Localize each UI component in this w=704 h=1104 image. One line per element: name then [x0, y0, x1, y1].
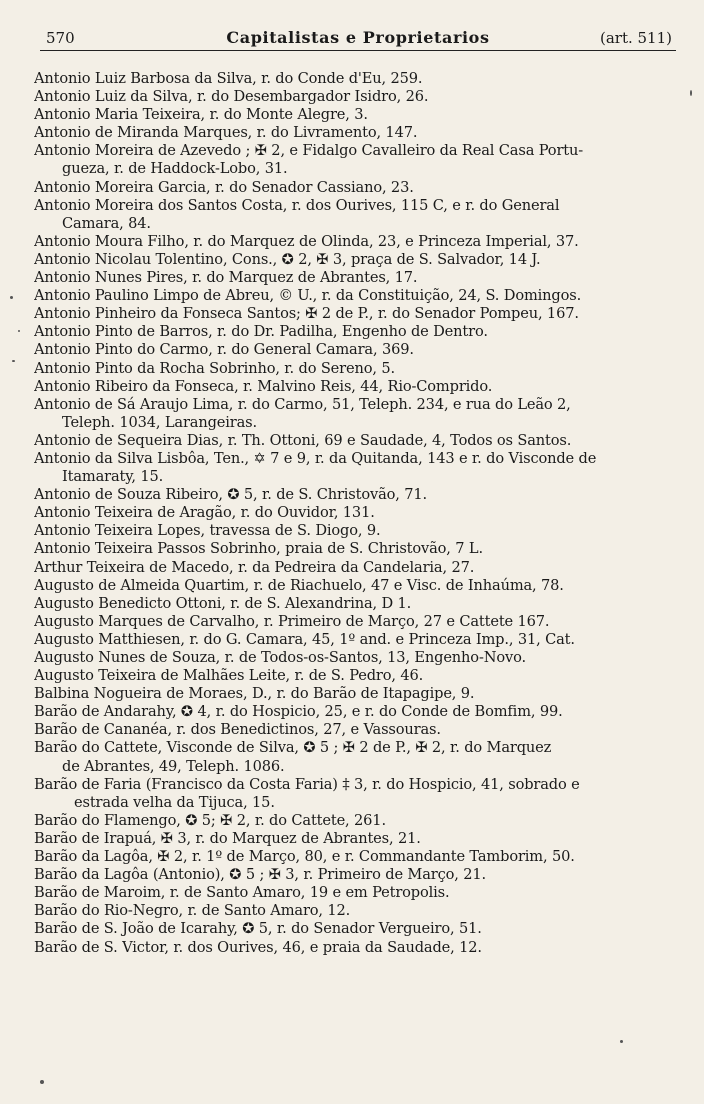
- directory-entry: Antonio Teixeira Lopes, travessa de S. Diogo, 9.: [34, 522, 381, 540]
- directory-entry: Augusto Benedicto Ottoni, r. de S. Alexandrina, D 1.: [34, 594, 412, 612]
- directory-entry: Antonio Pinto da Rocha Sobrinho, r. do Sereno, 5.: [34, 359, 395, 377]
- directory-entry: Antonio Moreira dos Santos Costa, r. dos Ourives, 115 C, e r. do General: [34, 196, 560, 214]
- directory-entry: Augusto de Almeida Quartim, r. de Riachuelo, 47 e Visc. de Inhaúma, 78.: [34, 576, 564, 594]
- directory-list: [34, 70, 668, 957]
- entry-continuation-line: Teleph. 1034, Larangeiras.: [62, 413, 257, 431]
- entry-continuation-line: Camara, 84.: [62, 214, 151, 232]
- directory-entry: Antonio de Sá Araujo Lima, r. do Carmo, 51, Teleph. 234, e rua do Leão 2,: [34, 395, 571, 413]
- directory-entry: Barão de Irapuá, ✠ 3, r. do Marquez de Abrantes, 21.: [34, 829, 421, 847]
- directory-entry: Antonio Nicolau Tolentino, Cons., ✪ 2, ✠ 3, praça de S. Salvador, 14 J.: [34, 250, 541, 268]
- directory-entry: Barão de Faria (Francisco da Costa Faria) ‡ 3, r. do Hospicio, 41, sobrado e: [34, 775, 580, 793]
- directory-entry: Antonio Nunes Pires, r. do Marquez de Abrantes, 17.: [34, 269, 418, 287]
- directory-entry: Barão da Lagôa, ✠ 2, r. 1º de Março, 80, e r. Commandante Tamborim, 50.: [34, 848, 575, 866]
- section-reference: (art. 511): [599, 29, 672, 47]
- directory-entry: Augusto Matthiesen, r. do G. Camara, 45, 1º and. e Princeza Imp., 31, Cat.: [34, 630, 575, 648]
- directory-entry: Antonio Paulino Limpo de Abreu, © U., r. da Constituição, 24, S. Domingos.: [34, 287, 582, 305]
- directory-entry: Antonio de Miranda Marques, r. do Livramento, 147.: [34, 124, 418, 142]
- print-speck: [40, 1080, 44, 1084]
- directory-entry: Antonio Pinheiro da Fonseca Santos; ✠ 2 de P., r. do Senador Pompeu, 167.: [34, 305, 579, 323]
- directory-entry: Barão de S. João de Icarahy, ✪ 5, r. do Senador Vergueiro, 51.: [34, 920, 482, 938]
- directory-entry: Arthur Teixeira de Macedo, r. da Pedreira da Candelaria, 27.: [34, 558, 475, 576]
- directory-entry: Augusto Nunes de Souza, r. de Todos-os-Santos, 13, Engenho-Novo.: [34, 649, 526, 666]
- directory-entry: Antonio de Sequeira Dias, r. Th. Ottoni, 69 e Saudade, 4, Todos os Santos.: [34, 431, 572, 449]
- print-speck: [18, 330, 20, 332]
- entry-continuation-line: de Abrantes, 49, Teleph. 1086.: [62, 757, 285, 775]
- directory-entry: Barão de S. Victor, r. dos Ourives, 46, e praia da Saudade, 12.: [34, 938, 482, 956]
- directory-entry: Antonio Maria Teixeira, r. do Monte Alegre, 3.: [34, 106, 368, 124]
- entry-continuation-line: Itamaraty, 15.: [62, 468, 164, 486]
- directory-entry: Augusto Marques de Carvalho, r. Primeiro de Março, 27 e Cattete 167.: [34, 612, 550, 630]
- directory-entry: Antonio Pinto de Barros, r. do Dr. Padilha, Engenho de Dentro.: [34, 323, 488, 341]
- directory-entry: Antonio Pinto do Carmo, r. do General Camara, 369.: [34, 341, 414, 359]
- entry-continuation-line: gueza, r. de Haddock-Lobo, 31.: [62, 160, 288, 178]
- page-header: [40, 26, 676, 51]
- print-speck: [620, 1040, 623, 1043]
- directory-entry: Barão de Andarahy, ✪ 4, r. do Hospicio, 25, e r. do Conde de Bomfim, 99.: [34, 703, 563, 721]
- directory-entry: Barão de Cananéa, r. dos Benedictinos, 27, e Vassouras.: [34, 721, 441, 739]
- entry-continuation-line: estrada velha da Tijuca, 15.: [74, 793, 275, 811]
- directory-entry: Antonio Teixeira Passos Sobrinho, praia de S. Christovão, 7 L.: [34, 540, 483, 558]
- directory-entry: Balbina Nogueira de Moraes, D., r. do Barão de Itapagipe, 9.: [34, 685, 475, 703]
- page-number: 570: [46, 29, 75, 47]
- directory-entry: Barão de Maroim, r. de Santo Amaro, 19 e em Petropolis.: [34, 884, 450, 902]
- directory-entry: Antonio Moura Filho, r. do Marquez de Olinda, 23, e Princeza Imperial, 37.: [34, 232, 579, 250]
- directory-entry: Antonio Luiz Barbosa da Silva, r. do Conde d'Eu, 259.: [34, 70, 423, 87]
- print-speck: [12, 360, 15, 362]
- directory-entry: Augusto Teixeira de Malhães Leite, r. de S. Pedro, 46.: [34, 667, 424, 685]
- directory-entry: Barão do Rio-Negro, r. de Santo Amaro, 12.: [34, 902, 351, 920]
- directory-entry: Antonio Moreira de Azevedo ; ✠ 2, e Fidalgo Cavalleiro da Real Casa Portu-: [34, 142, 584, 160]
- directory-entry: Barão do Cattete, Visconde de Silva, ✪ 5 ; ✠ 2 de P., ✠ 2, r. do Marquez: [34, 739, 552, 757]
- directory-entry: Barão do Flamengo, ✪ 5; ✠ 2, r. do Cattete, 261.: [34, 811, 386, 829]
- directory-entry: Antonio Ribeiro da Fonseca, r. Malvino Reis, 44, Rio-Comprido.: [34, 377, 493, 395]
- print-speck: [690, 90, 692, 96]
- directory-entry: Antonio de Souza Ribeiro, ✪ 5, r. de S. Christovão, 71.: [34, 486, 428, 504]
- directory-entry: Antonio Luiz da Silva, r. do Desembargador Isidro, 26.: [34, 88, 429, 106]
- page-title: Capitalistas e Proprietarios: [226, 28, 490, 47]
- directory-entry: Antonio Moreira Garcia, r. do Senador Cassiano, 23.: [34, 178, 414, 196]
- directory-entry: Antonio da Silva Lisbôa, Ten., ✡ 7 e 9, r. da Quitanda, 143 e r. do Visconde de: [34, 449, 597, 467]
- print-speck: [10, 296, 13, 299]
- directory-entry: Antonio Teixeira de Aragão, r. do Ouvidor, 131.: [34, 504, 375, 522]
- directory-entry: Barão da Lagôa (Antonio), ✪ 5 ; ✠ 3, r. Primeiro de Março, 21.: [34, 866, 486, 884]
